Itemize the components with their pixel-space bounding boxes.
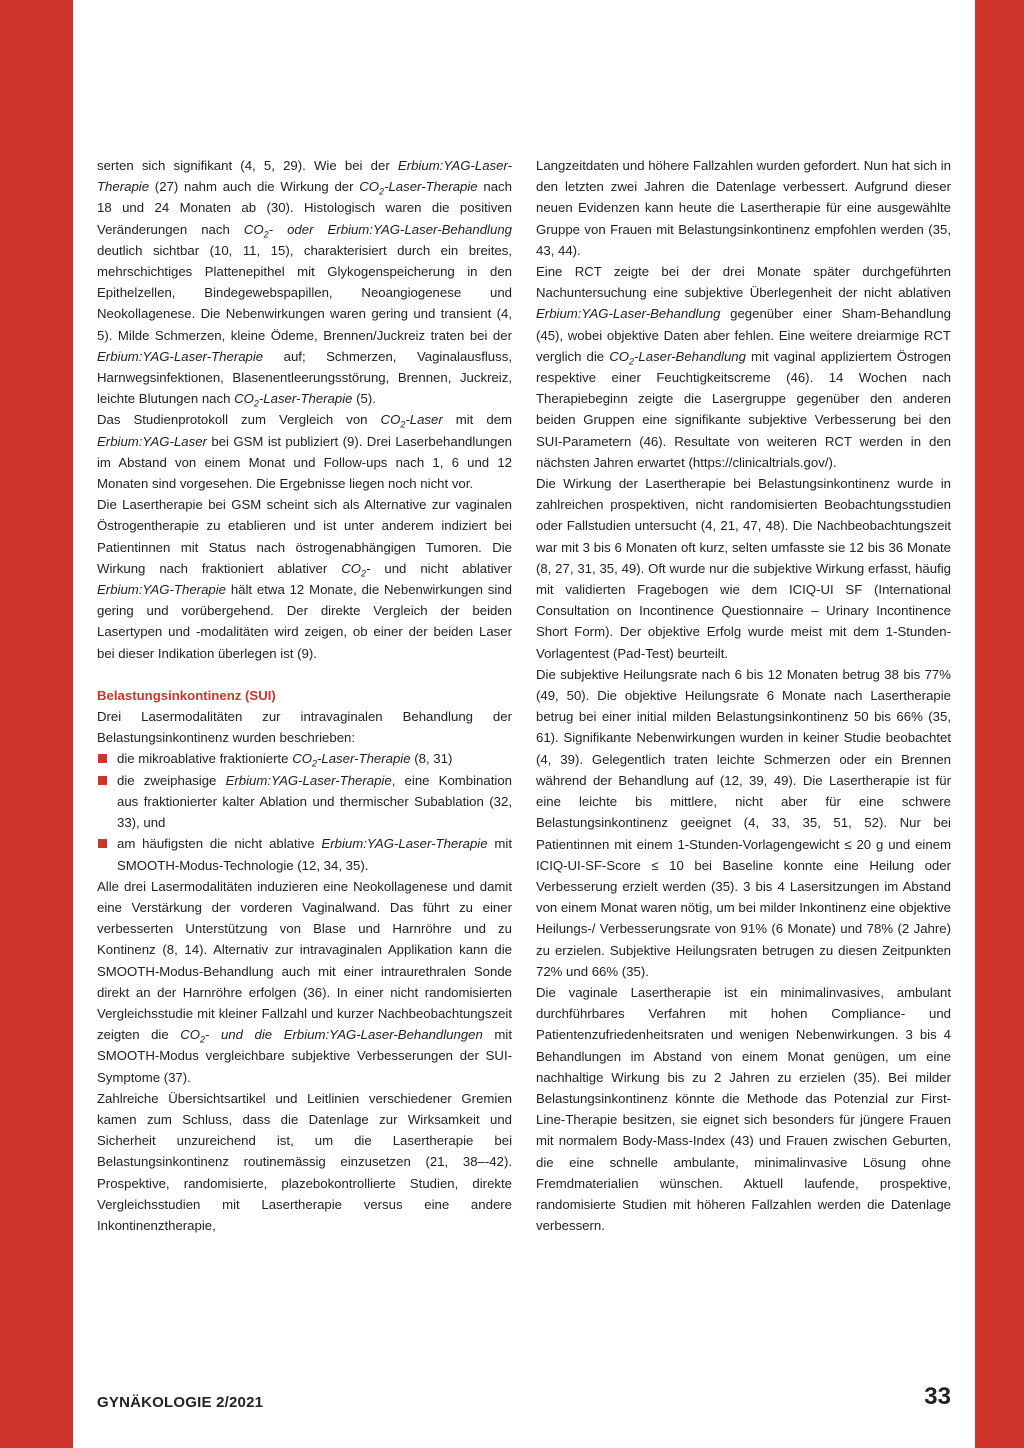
paragraph: Drei Lasermodalitäten zur intravaginalen Behandlung der Belastungsinkontinenz wurden beschrieben:: [97, 709, 512, 746]
paragraph: Alle drei Lasermodalitäten induzieren eine Neokollagenese und damit eine Verstärkung der vorderen Vaginalwand. Das führt zu einer verbesserten Unterstützung von Blase und Harnröhre und zu Kontinenz (8, 14). Alternativ zur intravaginalen Applikation kann die SMOOTH-Modus-Behandlung auch mit einer intraurethralen Sonde direkt an der Harnröhre erfolgen (36). In einer nicht randomisierten Vergleichsstudie mit kleiner Fallzahl und kurzer Nachbeobachtungszeit zeigten die $CO_2-$ und die Erbium:YAG-Laser-Behandlungen mit SMOOTH-Modus vergleichbare subjektive Verbesserungen der SUI-Symptome (37).: [97, 878, 512, 1085]
page-number: 33: [924, 1383, 951, 1410]
paragraph: Eine RCT zeigte bei der drei Monate später durchgeführten Nachuntersuchung eine subjektive Überlegenheit der nicht ablativen Erbium:YAG-Laser-Behandlung gegenüber einer Sham-Behandlung (45), wobei objektive Daten aber fehlen. Eine weitere dreiarmige RCT verglich die $CO_2-Laser$-Behandlung mit vaginal appliziertem Östrogen respektive einer Feuchtigkeitscreme (46). 14 Wochen nach Therapiebeginn zeigte die Lasergruppe gegenüber den anderen beiden Gruppen eine signifikante subjektive Verbesserung bei den SUI-Parametern (46). Resultate von weiteren RCT werden in den nächsten Jahren erwartet (https://clinicaltrials.gov/).: [536, 264, 951, 470]
journal-footer: GYNÄKOLOGIE 2/2021: [97, 1394, 264, 1411]
list-item-text: die mikroablative fraktionierte $CO_2-Laser$-Therapie (8, 31): [117, 751, 453, 770]
left-column: [97, 155, 512, 1236]
right-column: [536, 155, 951, 1236]
list-item-text: am häufigsten die nicht ablative Erbium:YAG-Laser-Therapie mit SMOOTH-Modus-Technologie (12, 34, 35).: [117, 836, 513, 873]
bullet-list: [97, 748, 512, 875]
left-margin-band: [0, 0, 73, 1448]
paragraph: Die Lasertherapie bei GSM scheint sich als Alternative zur vaginalen Östrogentherapie zu etablieren und ist unter anderem indiziert bei Patientinnen mit Status nach östrogenabhängigen Tumoren. Die Wirkung nach fraktioniert ablativer $CO_2-$ und nicht ablativer Erbium:YAG-Therapie hält etwa 12 Monate, die Nebenwirkungen sind gering und vorübergehend. Der direkte Vergleich der beiden Lasertypen und -modalitäten wird zeigen, ob einer der beiden Laser bei dieser Indikation überlegen ist (9).: [97, 497, 513, 661]
paragraph: Zahlreiche Übersichtsartikel und Leitlinien verschiedener Gremien kamen zum Schluss, dass die Datenlage zur Wirksamkeit und Sicherheit unzureichend ist, um die Lasertherapie bei Belastungsinkontinenz routinemässig einzusetzen (21, 38–-42). Prospektive, randomisierte, plazebokontrollierte Studien, direkte Vergleichsstudien mit Lasertherapie versus eine andere Inkontinenztherapie,: [97, 1090, 512, 1233]
paragraph: Die vaginale Lasertherapie ist ein minimalinvasives, ambulant durchführbares Verfahren mit hohen Compliance- und Patientenzufriedenheitsraten und wenigen Nebenwirkungen. 3 bis 4 Behandlungen im Abstand von einem Monat genügen, um eine nachhaltige Wirkung bis zu 2 Jahren zu erzielen (35). Bei milder Belastungsinkontinenz könnte die Methode das Potenzial zur First-Line-Therapie besitzen, sie eignet sich besonders für jüngere Frauen mit normalem Body-Mass-Index (43) und Frauen zwischen Geburten, die eine schnelle ambulante, minimalinvasive Lösung ohne Fremdmaterialien wünschen. Aktuell laufende, prospektive, randomisierte Studien mit höheren Fallzahlen werden die Datenlage verbessern.: [536, 984, 951, 1234]
square-bullet-icon: [98, 754, 107, 763]
paragraph: Die Wirkung der Lasertherapie bei Belastungsinkontinenz wurde in zahlreichen prospektiven, nicht randomisierten Beobachtungsstudien oder Fallstudien untersucht (4, 21, 47, 48). Die Nachbeobachtungszeit war mit 3 bis 6 Monaten oft kurz, selten umfasste sie 12 bis 36 Monate (8, 27, 31, 35, 49). Oft wurde nur die subjektive Wirkung erfasst, häufig mit validierten Fragebogen wie dem ICIQ-UI SF (International Consultation on Incontinence Questionnaire – Urinary Incontinence Short Form). Der objektive Erfolg wurde meist mit dem 1-Stunden-Vorlagentest (Pad-Test) beurteilt.: [536, 476, 951, 661]
square-bullet-icon: [98, 839, 107, 848]
paragraph: Die subjektive Heilungsrate nach 6 bis 12 Monaten betrug 38 bis 77% (49, 50). Die objektive Heilungsrate 6 Monate nach Lasertherapie betrug bei einer initial milden Belastungsinkontinenz 50 bis 66% (35, 61). Signifikante Nebenwirkungen wurden in keiner Studie beobachtet (4, 39). Gelegentlich traten leichte Schmerzen oder ein Brennen während der Behandlung auf (12, 39, 49). Die Lasertherapie ist für eine leichte bis mittlere, nicht aber für eine schwere Belastungsinkontinenz geeignet (4, 33, 35, 51, 52). Nur bei Patientinnen mit einem 1-Stunden-Vorlagengewicht ≤ 20 g und einem ICIQ-UI-SF-Score ≤ 10 bei Baseline konnte eine Heilung oder Verbesserung erzielt werden (35). 3 bis 4 Lasersitzungen im Abstand von einem Monat waren nötig, um bei milder Inkontinenz eine objektive Heilungs-/ Verbesserungsrate von 91% (6 Monate) und 78% (2 Jahre) zu erzielen. Subjektive Heilungsraten betrugen zu diesen Zeitpunkten 72% und 66% (35).: [536, 666, 951, 979]
paragraph: Das Studienprotokoll zum Vergleich von $CO_2$-Laser mit dem Erbium:YAG-Laser bei GSM ist publiziert (9). Drei Laserbehandlungen im Abstand von einem Monat und Follow-ups nach 1, 6 und 12 Monaten sind vorgesehen. Die Ergebnisse liegen noch nicht vor.: [97, 412, 513, 492]
evidence-level-right: IIb/B: [987, 1216, 1010, 1228]
list-item: [97, 748, 512, 769]
paragraph: Langzeitdaten und höhere Fallzahlen wurden gefordert. Nun hat sich in den letzten zwei Jahren die Datenlage verbessert. Aufgrund dieser neuen Evidenzen kann heute die Lasertherapie für eine ausgewählte Gruppe von Frauen mit Belastungsinkontinenz empfohlen werden (35, 43, 44).: [536, 158, 951, 258]
section-heading: Belastungsinkontinenz (SUI): [97, 687, 276, 703]
evidence-level-left: Ib/A: [38, 611, 58, 623]
list-item: [97, 833, 512, 875]
right-margin-band: [975, 0, 1024, 1448]
list-item: [97, 770, 512, 834]
square-bullet-icon: [98, 776, 107, 785]
list-item-text: die zweiphasige Erbium:YAG-Laser-Therapie, eine Kombination aus fraktionierter kalter Ablation und thermischer Subablation (32, 33), und: [117, 772, 512, 831]
paragraph: serten sich signifikant (4, 5, 29). Wie bei der Erbium:YAG-Laser-Therapie (27) nahm auch die Wirkung der $CO_2-Laser$-Therapie nach 18 und 24 Monaten ab (30). Histologisch waren die positiven Veränderungen nach $CO_2-$ oder Erbium:YAG-Laser-Behandlung deutlich sichtbar (10, 11, 15), charakterisiert durch ein breites, mehrschichtiges Plattenepithel mit Glykogenspeicherung in den Epithelzellen, Bindegewebspapillen, Neoangiogenese und Neokollagenese. Die Nebenwirkungen waren gering und transient (4, 5). Milde Schmerzen, kleine Ödeme, Brennen/Juckreiz traten bei der Erbium:YAG-Laser-Therapie auf; Schmerzen, Vaginalausfluss, Harnwegsinfektionen, Blasenentleerungsstörung, Brennen, Juckreiz, leichte Blutungen nach $CO_2-Laser$-Therapie (5).: [97, 158, 512, 409]
